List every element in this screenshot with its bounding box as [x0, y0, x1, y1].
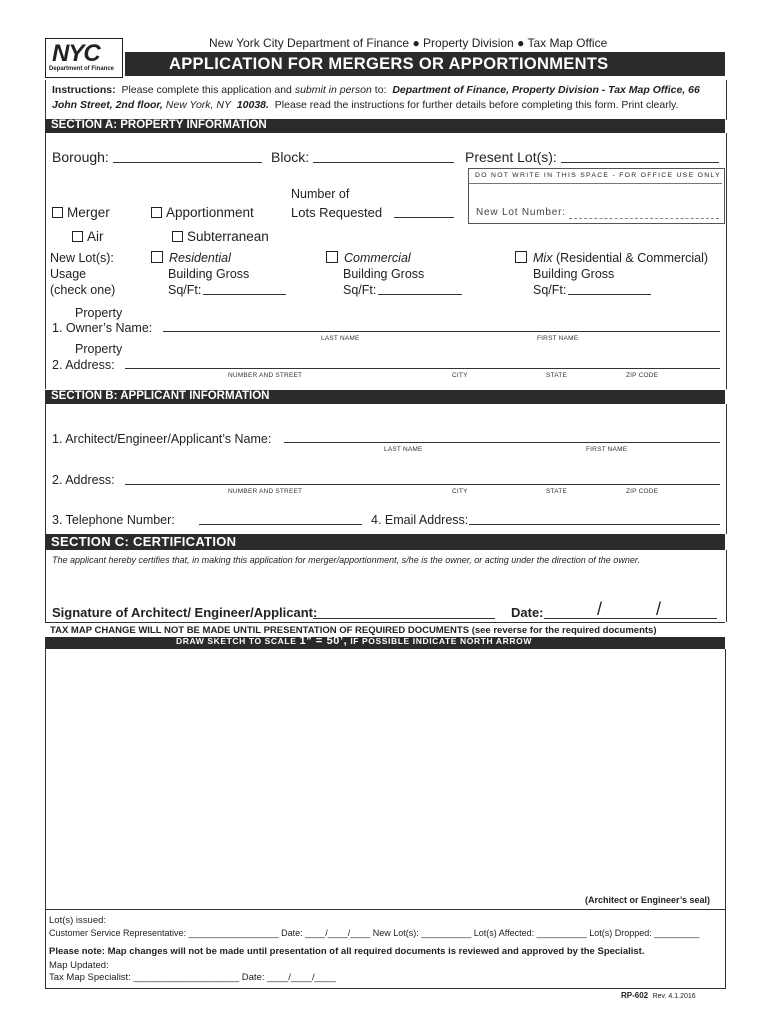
- new-lot-number-label: New Lot Number:: [476, 207, 566, 218]
- checkbox-icon[interactable]: [326, 251, 338, 263]
- sketch-header: [45, 637, 725, 649]
- lots-requested-field[interactable]: [394, 217, 454, 218]
- applicant-name-field[interactable]: [284, 442, 720, 443]
- new-lots-usage-label: New Lot(s): Usage (check one): [50, 251, 116, 297]
- first-name-caption: FIRST NAME: [537, 335, 579, 342]
- block-field[interactable]: [313, 162, 454, 163]
- property-label-2: Property: [75, 342, 123, 356]
- lots-requested-label: Lots Requested: [291, 205, 383, 220]
- checkbox-icon[interactable]: [151, 207, 162, 218]
- borough-label: Borough:: [52, 149, 109, 165]
- section-a-header: [45, 119, 725, 133]
- csr-line: Customer Service Representative: __________________ Date: ____/____/____ New Lot(s): __________ Lot(s) Affected: __________ Lot(s) Dropped: _________: [49, 928, 700, 938]
- email-label: 4. Email Address:: [371, 513, 469, 527]
- state-caption: STATE: [546, 372, 567, 379]
- section-b-header: [45, 390, 725, 404]
- last-name-caption: LAST NAME: [321, 335, 360, 342]
- block-label: Block:: [271, 149, 310, 165]
- first-name-caption: FIRST NAME: [586, 446, 628, 453]
- logo-text: NYC: [52, 40, 100, 67]
- present-lots-label: Present Lot(s):: [465, 149, 557, 165]
- nyc-logo: [45, 38, 123, 78]
- residential-option[interactable]: Residential Building Gross Sq/Ft:: [151, 250, 249, 298]
- owners-name-label: 1. Owner’s Name:: [52, 321, 153, 335]
- sketch-area[interactable]: [45, 649, 726, 910]
- signature-label: Signature of Architect/ Engineer/Applicant:: [52, 605, 318, 620]
- property-address-field[interactable]: [125, 368, 720, 369]
- sketch-instruction: DRAW SKETCH TO SCALE 1” = 50’, IF POSSIBLE INDICATE NORTH ARROW: [176, 635, 532, 647]
- date-slash: /: [597, 599, 603, 619]
- certification-text: The applicant hereby certifies that, in making this application for merger/apportionment, s/he is the owner, or acting under the direction of the owner.: [52, 555, 640, 565]
- section-b-title: SECTION B: APPLICANT INFORMATION: [51, 390, 270, 402]
- commercial-sqft-field[interactable]: [378, 294, 462, 295]
- merger-option[interactable]: Merger: [52, 205, 110, 220]
- agency-line: New York City Department of Finance ● Property Division ● Tax Map Office: [209, 36, 608, 50]
- date-slash: /: [656, 599, 662, 619]
- instructions-line-1: Instructions: Please complete this application and submit in person to: Department of Finance, Property Division - Tax Map Office, 66: [52, 84, 700, 96]
- office-use-box: [468, 168, 725, 224]
- form-title-bar: [125, 52, 725, 76]
- last-name-caption: LAST NAME: [384, 446, 423, 453]
- air-option[interactable]: Air: [72, 229, 104, 244]
- applicant-address-label: 2. Address:: [52, 473, 115, 487]
- property-label-1: Property: [75, 306, 123, 320]
- present-lots-field[interactable]: [561, 162, 719, 163]
- please-note: Please note: Map changes will not be made until presentation of all required documents is reviewed and approved by the Specialist.: [49, 946, 645, 957]
- mix-option[interactable]: Mix (Residential & Commercial) Building Gross Sq/Ft:: [515, 250, 708, 298]
- lots-issued-label: Lot(s) issued:: [49, 915, 107, 926]
- date-field[interactable]: [544, 618, 717, 619]
- apportionment-option[interactable]: Apportionment: [151, 205, 254, 220]
- date-label: Date:: [511, 605, 544, 620]
- email-field[interactable]: [469, 524, 720, 525]
- signature-field[interactable]: [313, 618, 495, 619]
- section-a-title: SECTION A: PROPERTY INFORMATION: [51, 119, 267, 131]
- checkbox-icon[interactable]: [151, 251, 163, 263]
- subterranean-option[interactable]: Subterranean: [172, 229, 269, 244]
- instructions-line-2: John Street, 2nd floor, New York, NY 10038. Please read the instructions for further details before completing this form. Print clearly.: [52, 99, 679, 111]
- checkbox-icon[interactable]: [52, 207, 63, 218]
- mix-sqft-field[interactable]: [568, 294, 651, 295]
- owners-name-field[interactable]: [163, 331, 720, 332]
- office-use-divider: [469, 183, 722, 184]
- form-number: RP-602 Rev. 4.1.2016: [621, 991, 696, 1000]
- zip-caption: ZIP CODE: [626, 372, 659, 379]
- bullet-icon: ●: [517, 36, 525, 50]
- page-title: APPLICATION FOR MERGERS OR APPORTIONMENTS: [169, 55, 609, 73]
- logo-sub: Department of Finance: [49, 66, 115, 72]
- borough-field[interactable]: [113, 162, 262, 163]
- applicant-name-label: 1. Architect/Engineer/Applicant’s Name:: [52, 432, 272, 446]
- checkbox-icon[interactable]: [72, 231, 83, 242]
- city-caption: CITY: [452, 488, 468, 495]
- office-use-text: DO NOT WRITE IN THIS SPACE - FOR OFFICE USE ONLY: [475, 172, 721, 179]
- state-caption: STATE: [546, 488, 567, 495]
- divider: [45, 622, 725, 623]
- property-address-label: 2. Address:: [52, 358, 115, 372]
- residential-sqft-field[interactable]: [203, 294, 286, 295]
- zip-caption: ZIP CODE: [626, 488, 659, 495]
- specialist-line: Tax Map Specialist: ____________________ Date: ____/____/____: [49, 972, 336, 983]
- section-c-header: [45, 534, 725, 550]
- commercial-option[interactable]: Commercial Building Gross Sq/Ft:: [326, 250, 424, 298]
- applicant-address-field[interactable]: [125, 484, 720, 485]
- telephone-label: 3. Telephone Number:: [52, 513, 175, 527]
- seal-label: (Architect or Engineer’s seal): [585, 895, 711, 905]
- bullet-icon: ●: [412, 36, 420, 50]
- street-caption: NUMBER AND STREET: [228, 488, 303, 495]
- telephone-field[interactable]: [199, 524, 362, 525]
- checkbox-icon[interactable]: [515, 251, 527, 263]
- map-updated-label: Map Updated:: [49, 960, 109, 971]
- new-lot-number-field[interactable]: [569, 218, 719, 219]
- tax-map-warning: TAX MAP CHANGE WILL NOT BE MADE UNTIL PRESENTATION OF REQUIRED DOCUMENTS (see reverse for the required documents): [50, 625, 657, 636]
- city-caption: CITY: [452, 372, 468, 379]
- section-c-title: SECTION C: CERTIFICATION: [51, 534, 237, 549]
- street-caption: NUMBER AND STREET: [228, 372, 303, 379]
- checkbox-icon[interactable]: [172, 231, 183, 242]
- number-of-label: Number of: [291, 187, 350, 201]
